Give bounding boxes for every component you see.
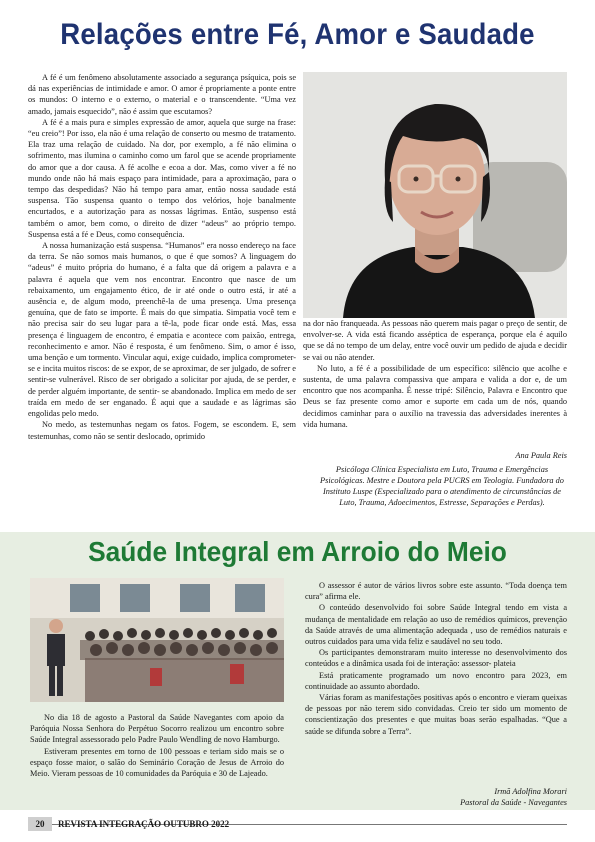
paragraph: No dia 18 de agosto a Pastoral da Saúde Navegantes com apoio da Paróquia Nossa Senhora do Perpétuo Socorro realizou um encontro sobre Saúde Integral assessorado pelo Padre Paulo Wendling de novo Hamburgo. xyxy=(30,713,284,745)
paragraph: O assessor é autor de vários livros sobre este assunto. “Toda doença tem cura” afirma ele. xyxy=(305,581,567,602)
second-article-column-left xyxy=(30,712,284,779)
paragraph: No medo, as testemunhas negam os fatos. Fogem, se escondem. E, sem testemunhas, como não se sentir deslocado, oprimido xyxy=(28,420,296,441)
article-column-right xyxy=(303,318,567,430)
article-column-left xyxy=(28,72,296,442)
audience-image xyxy=(30,578,284,702)
paragraph: A nossa humanização está suspensa. “Humanos” era nosso endereço na face da terra. Se não somos mais humanos, o que é que somos? A linguagem do “adeus” é muito própria do humano, é a falta que dá origem a palavra e a palavra é aquela que vem nos encontrar. Encontro que nasce de um rebaixamento, um engajamento ético, de ir até onde o outro está, ir até a ausência e, de algum modo, preenchê-la de uma presença. Uma presença genuína, que de fato se importe. É mais do que simpatia. Simpatia você tem e não precisa sair do seu lugar para a tê-la, pode ficar onde está. Mas, essa presença é linguagem de encontro, é empatia e acontece com paixão, entrega, reconhecimento e amor. Não é resposta, é um fenômeno. Sim, o amor é isso, uma benção e um tormento. Vincular aqui, exige cuidado, implica comprometer-se e incita muitos riscos: de se expor, de se aproximar, de ser julgado, de sofrer e sentir-se vulnerável. Risco de ser obrigado a solicitar por ajuda, de se perder, e de perder alguém importante, de sentir- se abandonado. Implica em medo de ser traída em medo de ser enganado. É aqui que a saudade e as lágrimas são engolidas pelo medo. xyxy=(28,241,296,419)
paragraph: No luto, a fé é a possibilidade de um específico: silêncio que acolhe e sustenta, de uma palavra compassiva que ampara e valida a dor e, de um encontro que nos acompanha. É nesse tripé: Silêncio, Palavra e Encontro que Deus se faz presente como amor e suporte em cada um de nós, quando decidimos caminhar para o auxílio na travessia das adversidades inerentes à vida humana. xyxy=(303,363,567,429)
second-article-column-right xyxy=(305,580,567,737)
paragraph: A fé é a mais pura e simples expressão de amor, aquela que surge na frase: “eu creio”! Por isso, ela não é uma relação de conserto ou mesmo de tratamento. Ela traz uma relação de cuidado. Na dor, por exemplo, a fé não elimina o sofrimento, mas ilumina o caminho como um farol que se acende propriamente do amor que a dor causa. A fé acolhe e ecoa a dor. Mas, como viver a fé no mundo onde não há mais espaço para intimidade, para a aproximação, para o tempo das despedidas? Não há tempo para amar, então nossa saudade está suspensa. Tão suspensa quanto o tempo dos velórios, hoje banalmente encurtados, e a autorização para as nossas lágrimas. Então, suspenso está também o amor, bem como, o direito de dizer “adeus” ao próprio tempo. Suspensa está a fé e Deus, como consequência. xyxy=(28,117,296,239)
author-signature xyxy=(303,450,567,508)
meeting-photo xyxy=(30,578,284,702)
paragraph: Está praticamente programado um novo encontro para 2023, em continuidade ao assunto abordado. xyxy=(305,670,567,691)
article-title: Relações entre Fé, Amor e Saudade xyxy=(60,18,535,51)
paragraph: O conteúdo desenvolvido foi sobre Saúde Integral tendo em vista a mudança de mentalidade em relação ao uso de remédios químicos, prevenção da Saúde através de uma alimentação adequada , uso de remédios naturais e outros cuidados para uma vida feliz e saudável no seu todo. xyxy=(305,603,567,647)
second-author-name: Irmã Adolfina Morari xyxy=(494,787,567,796)
second-article-title: Saúde Integral em Arroio do Meio xyxy=(88,536,507,567)
paragraph: Várias foram as manifestações positivas após o encontro e vieram queixas de pessoas por não terem sido convidadas. Creio ter sido um momento de conscientização dos presentes e que muitas boas serão espalhadas. “Que a saúde se difunda sobre a Terra”. xyxy=(305,693,567,736)
author-portrait-photo xyxy=(303,72,567,318)
portrait-image xyxy=(303,72,567,318)
magazine-name: REVISTA INTEGRAÇÃO OUTUBRO 2022 xyxy=(58,819,230,829)
paragraph: A fé é um fenômeno absolutamente associado a segurança psíquica, pois se dá nas experiências de intimidade e amor. O amor é propriamente a ponte entre os mundos: O interno e o externo, o material e o transcendente. “Uma vez amado, jamais esquecido”, não é assim que escutamos? xyxy=(28,73,296,116)
paragraph: na dor não franqueada. As pessoas não querem mais pagar o preço de sentir, de envolver-se. A vida está ficando asséptica de esperança, porque ela é aquilo que se dá no tempo de um delay, entre você ouvir um pedido de ajuda e decidir se vai ou não atender. xyxy=(303,319,567,362)
paragraph: Estiveram presentes em torno de 100 pessoas e teriam sido mais se o espaço fosse maior, o salão do Seminário Coração de Jesus de Arroio do Meio. Vieram pessoas de 10 comunidades da Paróquia e 30 de Lajeado. xyxy=(30,746,284,779)
second-article-signature xyxy=(305,786,567,808)
second-author-role: Pastoral da Saúde - Navegantes xyxy=(460,798,567,807)
page-number: 20 xyxy=(28,817,52,831)
author-name: Ana Paula Reis xyxy=(515,451,567,460)
paragraph: Os participantes demonstraram muito interesse no desenvolvimento dos conteúdos e a dinâmica usada foi de interação: assessor- plateia xyxy=(305,648,567,669)
author-bio: Psicóloga Clínica Especialista em Luto, Trauma e Emergências Psicológicas. Mestre e Doutora pela PUCRS em Teologia. Fundadora do Instituto Luspe (Especializado para o atendimento de circunstâncias de Luto, Trauma, Adoecimentos, Estresse, Separações e Perdas). xyxy=(320,465,564,507)
